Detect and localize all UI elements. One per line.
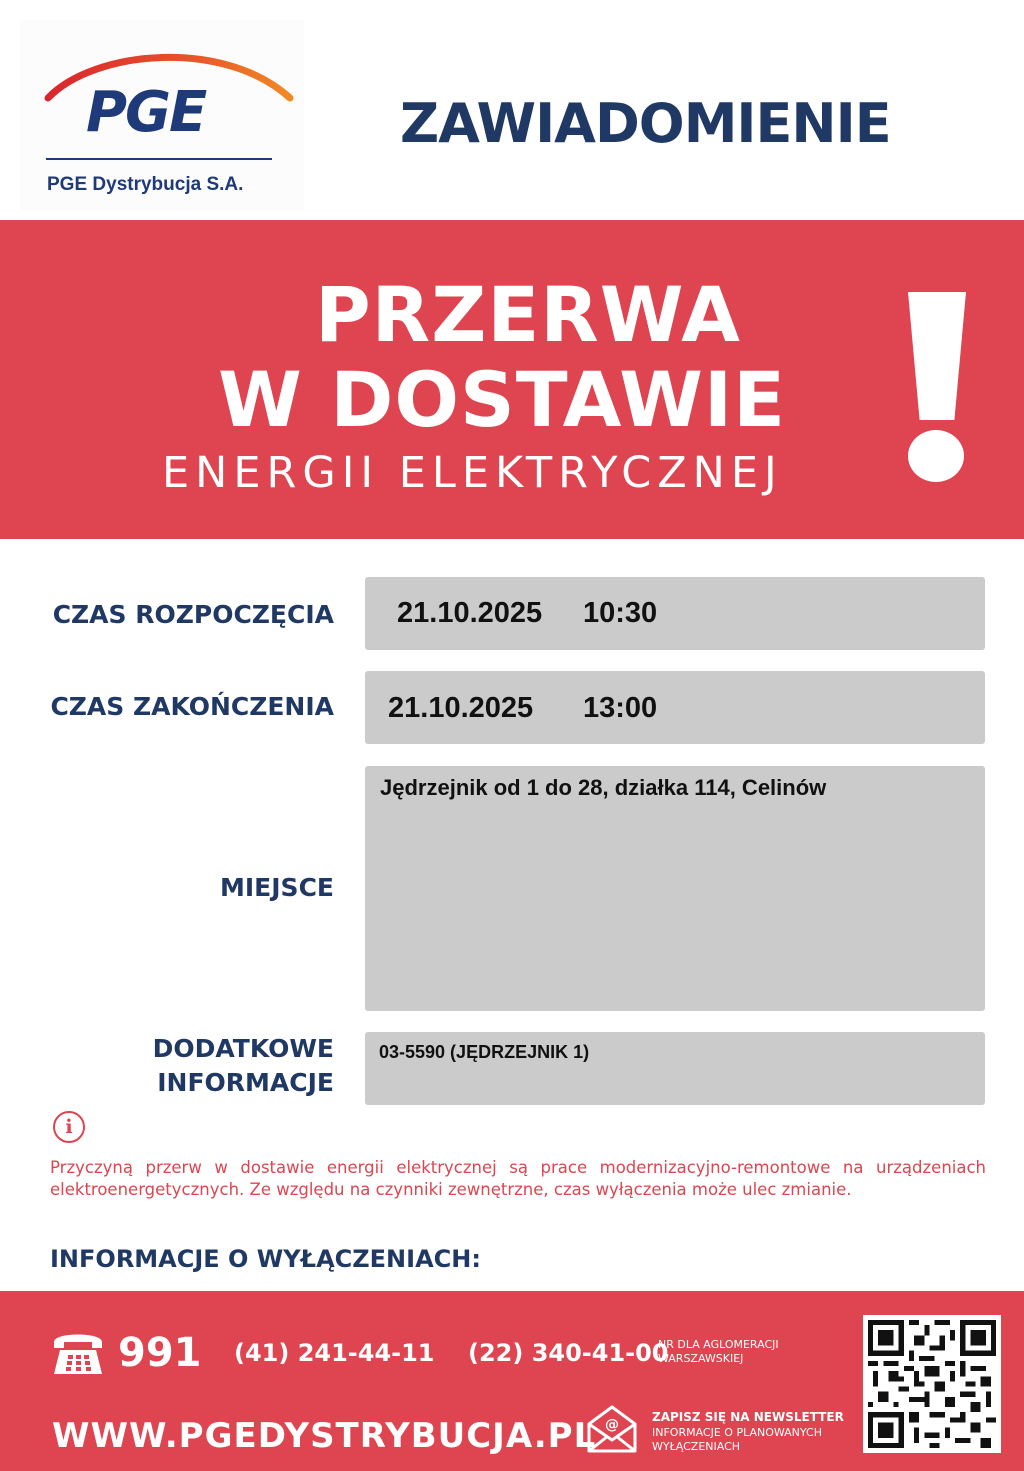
outage-info-heading: INFORMACJE O WYŁĄCZENIACH: — [50, 1245, 481, 1273]
emergency-number[interactable]: 991 — [118, 1330, 202, 1376]
mail-icon — [586, 1404, 638, 1454]
extra-info-label-1: DODATKOWE — [152, 1034, 334, 1063]
end-time-label: CZAS ZAKOŃCZENIA — [50, 692, 334, 721]
banner-line-3: ENERGII ELEKTRYCZNEJ — [162, 448, 783, 498]
phone-icon — [50, 1330, 106, 1376]
phone-number-2[interactable]: (22) 340-41-00 — [468, 1339, 669, 1367]
phone-number-1[interactable]: (41) 241-44-11 — [234, 1339, 435, 1367]
start-date-value: 21.10.2025 — [397, 597, 543, 629]
phone-number-2-note: NR DLA AGLOMERACJI WARSZAWSKIEJ — [658, 1338, 779, 1365]
company-name: PGE Dystrybucja S.A. — [47, 174, 244, 195]
outage-disclaimer: Przyczyną przerw w dostawie energii elektrycznej są prace modernizacyjno-remontowe na urządzeniach elektroenergetycznych. Ze względu na czynniki zewnętrzne, czas wyłączenia może ulec zmianie. — [50, 1158, 986, 1199]
start-hour-value: 10:30 — [583, 597, 658, 629]
banner-line-1: PRZERWA — [314, 270, 741, 359]
qr-code-icon[interactable] — [863, 1315, 1001, 1453]
website-link[interactable]: WWW.PGEDYSTRYBUCJA.PL — [52, 1416, 597, 1456]
newsletter-subtitle: INFORMACJE O PLANOWANYCH WYŁĄCZENIACH — [652, 1426, 822, 1453]
svg-text:@: @ — [605, 1417, 619, 1433]
logo-wordmark: PGE — [86, 80, 206, 145]
newsletter-title[interactable]: ZAPISZ SIĘ NA NEWSLETTER — [652, 1410, 844, 1424]
place-field — [365, 766, 985, 1011]
end-date-value: 21.10.2025 — [388, 692, 534, 724]
logo-divider — [46, 158, 272, 160]
company-logo — [20, 20, 304, 210]
extra-info-label-2: INFORMACJE — [157, 1068, 334, 1097]
end-hour-value: 13:00 — [583, 692, 658, 724]
start-time-label: CZAS ROZPOCZĘCIA — [52, 600, 334, 629]
info-icon: i — [53, 1111, 85, 1143]
extra-info-value: 03-5590 (JĘDRZEJNIK 1) — [379, 1042, 590, 1062]
page-title: ZAWIADOMIENIE — [400, 92, 891, 155]
place-label: MIEJSCE — [220, 873, 334, 902]
banner-line-2: W DOSTAWIE — [218, 355, 787, 444]
exclamation-dot — [908, 430, 964, 482]
place-value: Jędrzejnik od 1 do 28, działka 114, Celinów — [380, 775, 827, 800]
qr-code-graphic — [868, 1320, 996, 1448]
